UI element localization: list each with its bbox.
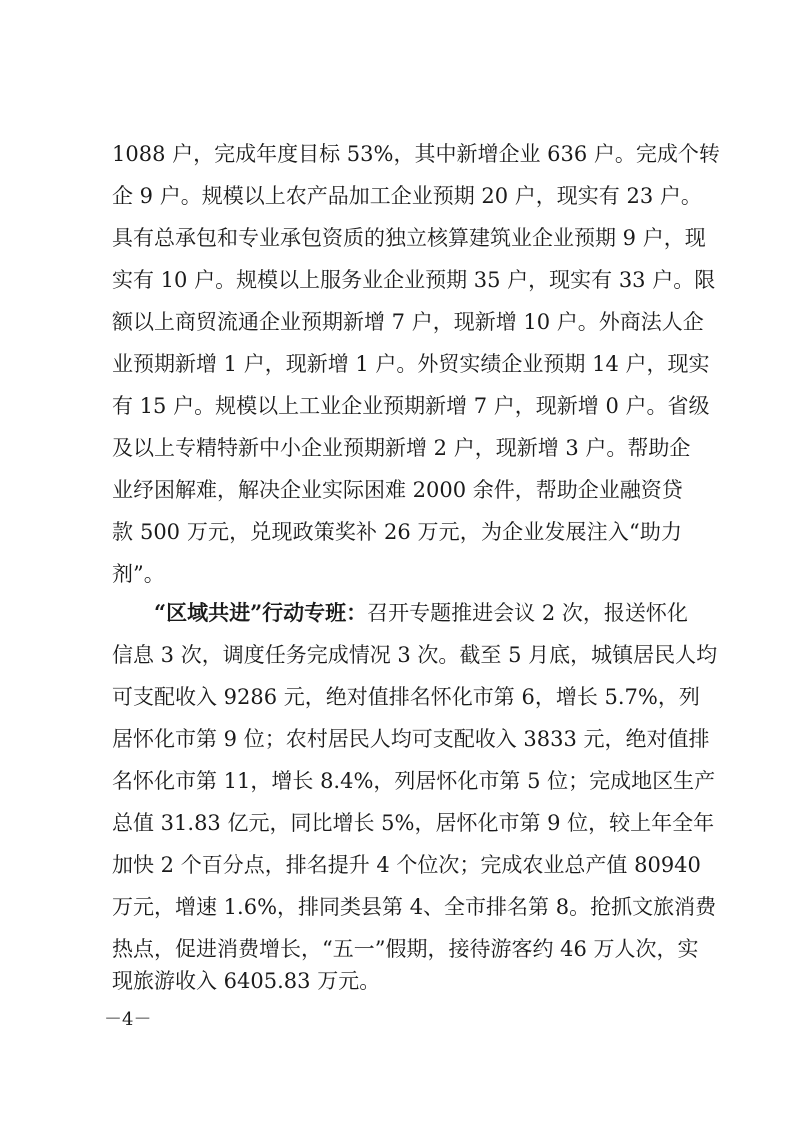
text-line: 业纾困解难，解决企业实际困难 2000 余件，帮助企业融资贷 [112, 478, 683, 502]
text-line: 款 500 万元，兑现政策奖补 26 万元，为企业发展注入“助力 [112, 520, 682, 544]
text-line: 加快 2 个百分点，排名提升 4 个位次；完成农业总产值 80940 [112, 853, 701, 877]
text-line: 总值 31.83 亿元，同比增长 5%，居怀化市第 9 位，较上年全年 [112, 811, 715, 835]
text-line [154, 598, 688, 628]
text-line: 企 9 户。规模以上农产品加工企业预期 20 户，现实有 23 户。 [112, 184, 702, 208]
text-line: 具有总承包和专业承包资质的独立核算建筑业企业预期 9 户，现 [112, 226, 706, 250]
text-line: 剂”。 [112, 562, 165, 586]
section-heading: “区域共进”行动专班： [154, 600, 368, 625]
text-line: 有 15 户。规模以上工业企业预期新增 7 户，现新增 0 户。省级 [112, 394, 710, 418]
text-line: 名怀化市第 11，增长 8.4%，列居怀化市第 5 位；完成地区生产 [112, 769, 716, 793]
text-span: 召开专题推进会议 2 次，报送怀化 [367, 601, 688, 625]
text-line: 额以上商贸流通企业预期新增 7 户，现新增 10 户。外商法人企 [112, 310, 704, 334]
text-line: 及以上专精特新中小企业预期新增 2 户，现新增 3 户。帮助企 [112, 436, 691, 460]
text-line: 万元，增速 1.6%，排同类县第 4、全市排名第 8。抢抓文旅消费 [112, 895, 717, 919]
text-line: 业预期新增 1 户，现新增 1 户。外贸实绩企业预期 14 户，现实 [112, 352, 710, 376]
text-line: 1088 户，完成年度目标 53%，其中新增企业 636 户。完成个转 [112, 142, 720, 166]
text-line: 现旅游收入 6405.83 万元。 [112, 969, 381, 993]
text-line: 居怀化市第 9 位；农村居民人均可支配收入 3833 元，绝对值排 [112, 727, 710, 751]
page-number: －4－ [104, 1009, 152, 1030]
text-line: 热点，促进消费增长，“五一”假期，接待游客约 46 万人次，实 [112, 937, 699, 961]
text-line: 实有 10 户。规模以上服务业企业预期 35 户，现实有 33 户。限 [112, 268, 716, 292]
text-line: 可支配收入 9286 元，绝对值排名怀化市第 6，增长 5.7%，列 [112, 685, 700, 709]
text-line: 信息 3 次，调度任务完成情况 3 次。截至 5 月底，城镇居民人均 [112, 643, 718, 667]
